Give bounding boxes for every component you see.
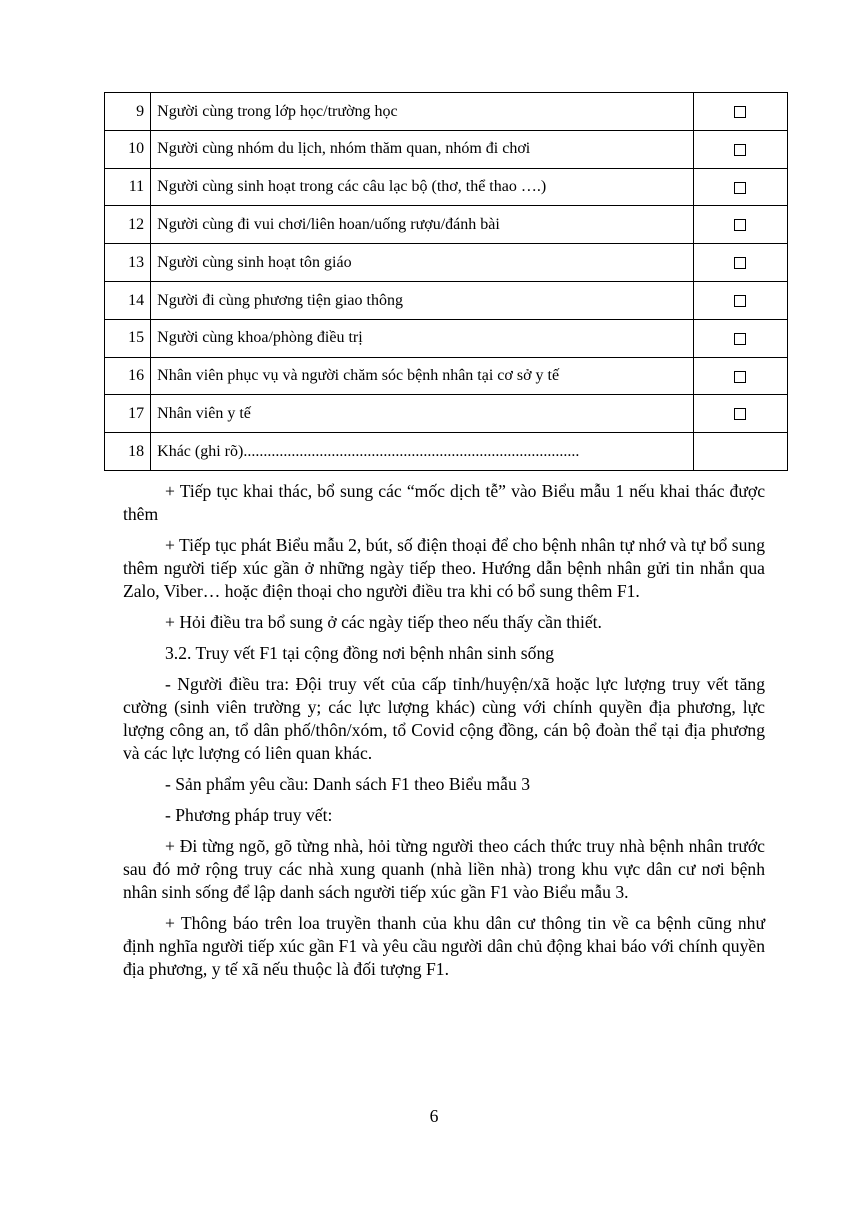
checkbox-cell — [693, 281, 787, 319]
checkbox-icon[interactable] — [734, 106, 746, 118]
table-row — [105, 244, 788, 282]
table-row — [105, 93, 788, 131]
paragraph: - Sản phẩm yêu cầu: Danh sách F1 theo Biểu mẫu 3 — [165, 774, 530, 794]
row-number: 9 — [105, 93, 151, 131]
checkbox-icon[interactable] — [734, 144, 746, 156]
table-body — [105, 93, 788, 471]
row-number: 11 — [105, 168, 151, 206]
checkbox-cell — [693, 168, 787, 206]
table-row — [105, 130, 788, 168]
table-row — [105, 281, 788, 319]
paragraph: + Đi từng ngõ, gõ từng nhà, hỏi từng người theo cách thức truy nhà bệnh nhân trước sau đó mở rộng truy các nhà xung quanh (nhà liền nhà) trong khu vực dân cư nơi bệnh nhân sinh sống để lập danh sách người tiếp xúc gần F1 vào Biểu mẫu 3. — [123, 836, 765, 902]
table-row — [105, 433, 788, 471]
checkbox-cell — [693, 130, 787, 168]
row-description: Người cùng khoa/phòng điều trị — [151, 319, 694, 357]
paragraph: + Thông báo trên loa truyền thanh của khu dân cư thông tin về ca bệnh cũng như định nghĩa người tiếp xúc gần F1 và yêu cầu người dân chủ động khai báo với chính quyền địa phương, y tế xã nếu thuộc là đối tượng F1. — [123, 913, 765, 979]
checkbox-cell — [693, 319, 787, 357]
row-description: Nhân viên phục vụ và người chăm sóc bệnh nhân tại cơ sở y tế — [151, 357, 694, 395]
checkbox-cell — [693, 244, 787, 282]
row-number: 15 — [105, 319, 151, 357]
row-number: 17 — [105, 395, 151, 433]
checkbox-icon[interactable] — [734, 371, 746, 383]
row-description: Nhân viên y tế — [151, 395, 694, 433]
checkbox-icon[interactable] — [734, 408, 746, 420]
checkbox-cell — [693, 395, 787, 433]
paragraph: - Phương pháp truy vết: — [165, 805, 333, 825]
paragraph: 3.2. Truy vết F1 tại cộng đồng nơi bệnh nhân sinh sống — [165, 643, 555, 663]
contact-category-table — [104, 92, 788, 471]
checkbox-icon[interactable] — [734, 257, 746, 269]
page-number: 6 — [429, 1106, 439, 1126]
row-description: Người cùng nhóm du lịch, nhóm thăm quan, nhóm đi chơi — [151, 130, 694, 168]
checkbox-cell — [693, 206, 787, 244]
paragraph: + Tiếp tục khai thác, bổ sung các “mốc dịch tễ” vào Biểu mẫu 1 nếu khai thác được thêm — [123, 481, 765, 524]
row-number: 13 — [105, 244, 151, 282]
checkbox-icon[interactable] — [734, 333, 746, 345]
paragraph: + Tiếp tục phát Biểu mẫu 2, bút, số điện thoại để cho bệnh nhân tự nhớ và tự bổ sung thêm người tiếp xúc gần ở những ngày tiếp theo. Hướng dẫn bệnh nhân gửi tin nhắn qua Zalo, Viber… hoặc điện thoại cho người điều tra khi có bổ sung thêm F1. — [123, 535, 765, 601]
paragraph: + Hỏi điều tra bổ sung ở các ngày tiếp theo nếu thấy cần thiết. — [165, 612, 602, 632]
checkbox-cell — [693, 357, 787, 395]
paragraph: - Người điều tra: Đội truy vết của cấp tỉnh/huyện/xã hoặc lực lượng truy vết tăng cường (sinh viên trường y; các lực lượng khác) cùng với chính quyền địa phương, lực lượng công an, tổ dân phố/thôn/xóm, tổ Covid cộng đồng, cán bộ đoàn thể tại địa phương và các lực lượng có liên quan khác. — [123, 674, 765, 763]
row-description: Người cùng sinh hoạt trong các câu lạc bộ (thơ, thể thao ….) — [151, 168, 694, 206]
row-number: 10 — [105, 130, 151, 168]
table-row — [105, 395, 788, 433]
table-row — [105, 168, 788, 206]
row-number: 12 — [105, 206, 151, 244]
checkbox-icon[interactable] — [734, 182, 746, 194]
row-description: Người cùng trong lớp học/trường học — [151, 93, 694, 131]
table-row — [105, 357, 788, 395]
table-row — [105, 206, 788, 244]
row-description: Người cùng sinh hoạt tôn giáo — [151, 244, 694, 282]
row-number: 18 — [105, 433, 151, 471]
row-description: Khác (ghi rõ).................................................................................... — [151, 433, 694, 471]
checkbox-cell — [693, 433, 787, 471]
row-number: 16 — [105, 357, 151, 395]
body-text — [123, 480, 765, 989]
checkbox-icon[interactable] — [734, 295, 746, 307]
row-description: Người cùng đi vui chơi/liên hoan/uống rượu/đánh bài — [151, 206, 694, 244]
table-row — [105, 319, 788, 357]
row-number: 14 — [105, 281, 151, 319]
checkbox-cell — [693, 93, 787, 131]
checkbox-icon[interactable] — [734, 219, 746, 231]
row-description: Người đi cùng phương tiện giao thông — [151, 281, 694, 319]
